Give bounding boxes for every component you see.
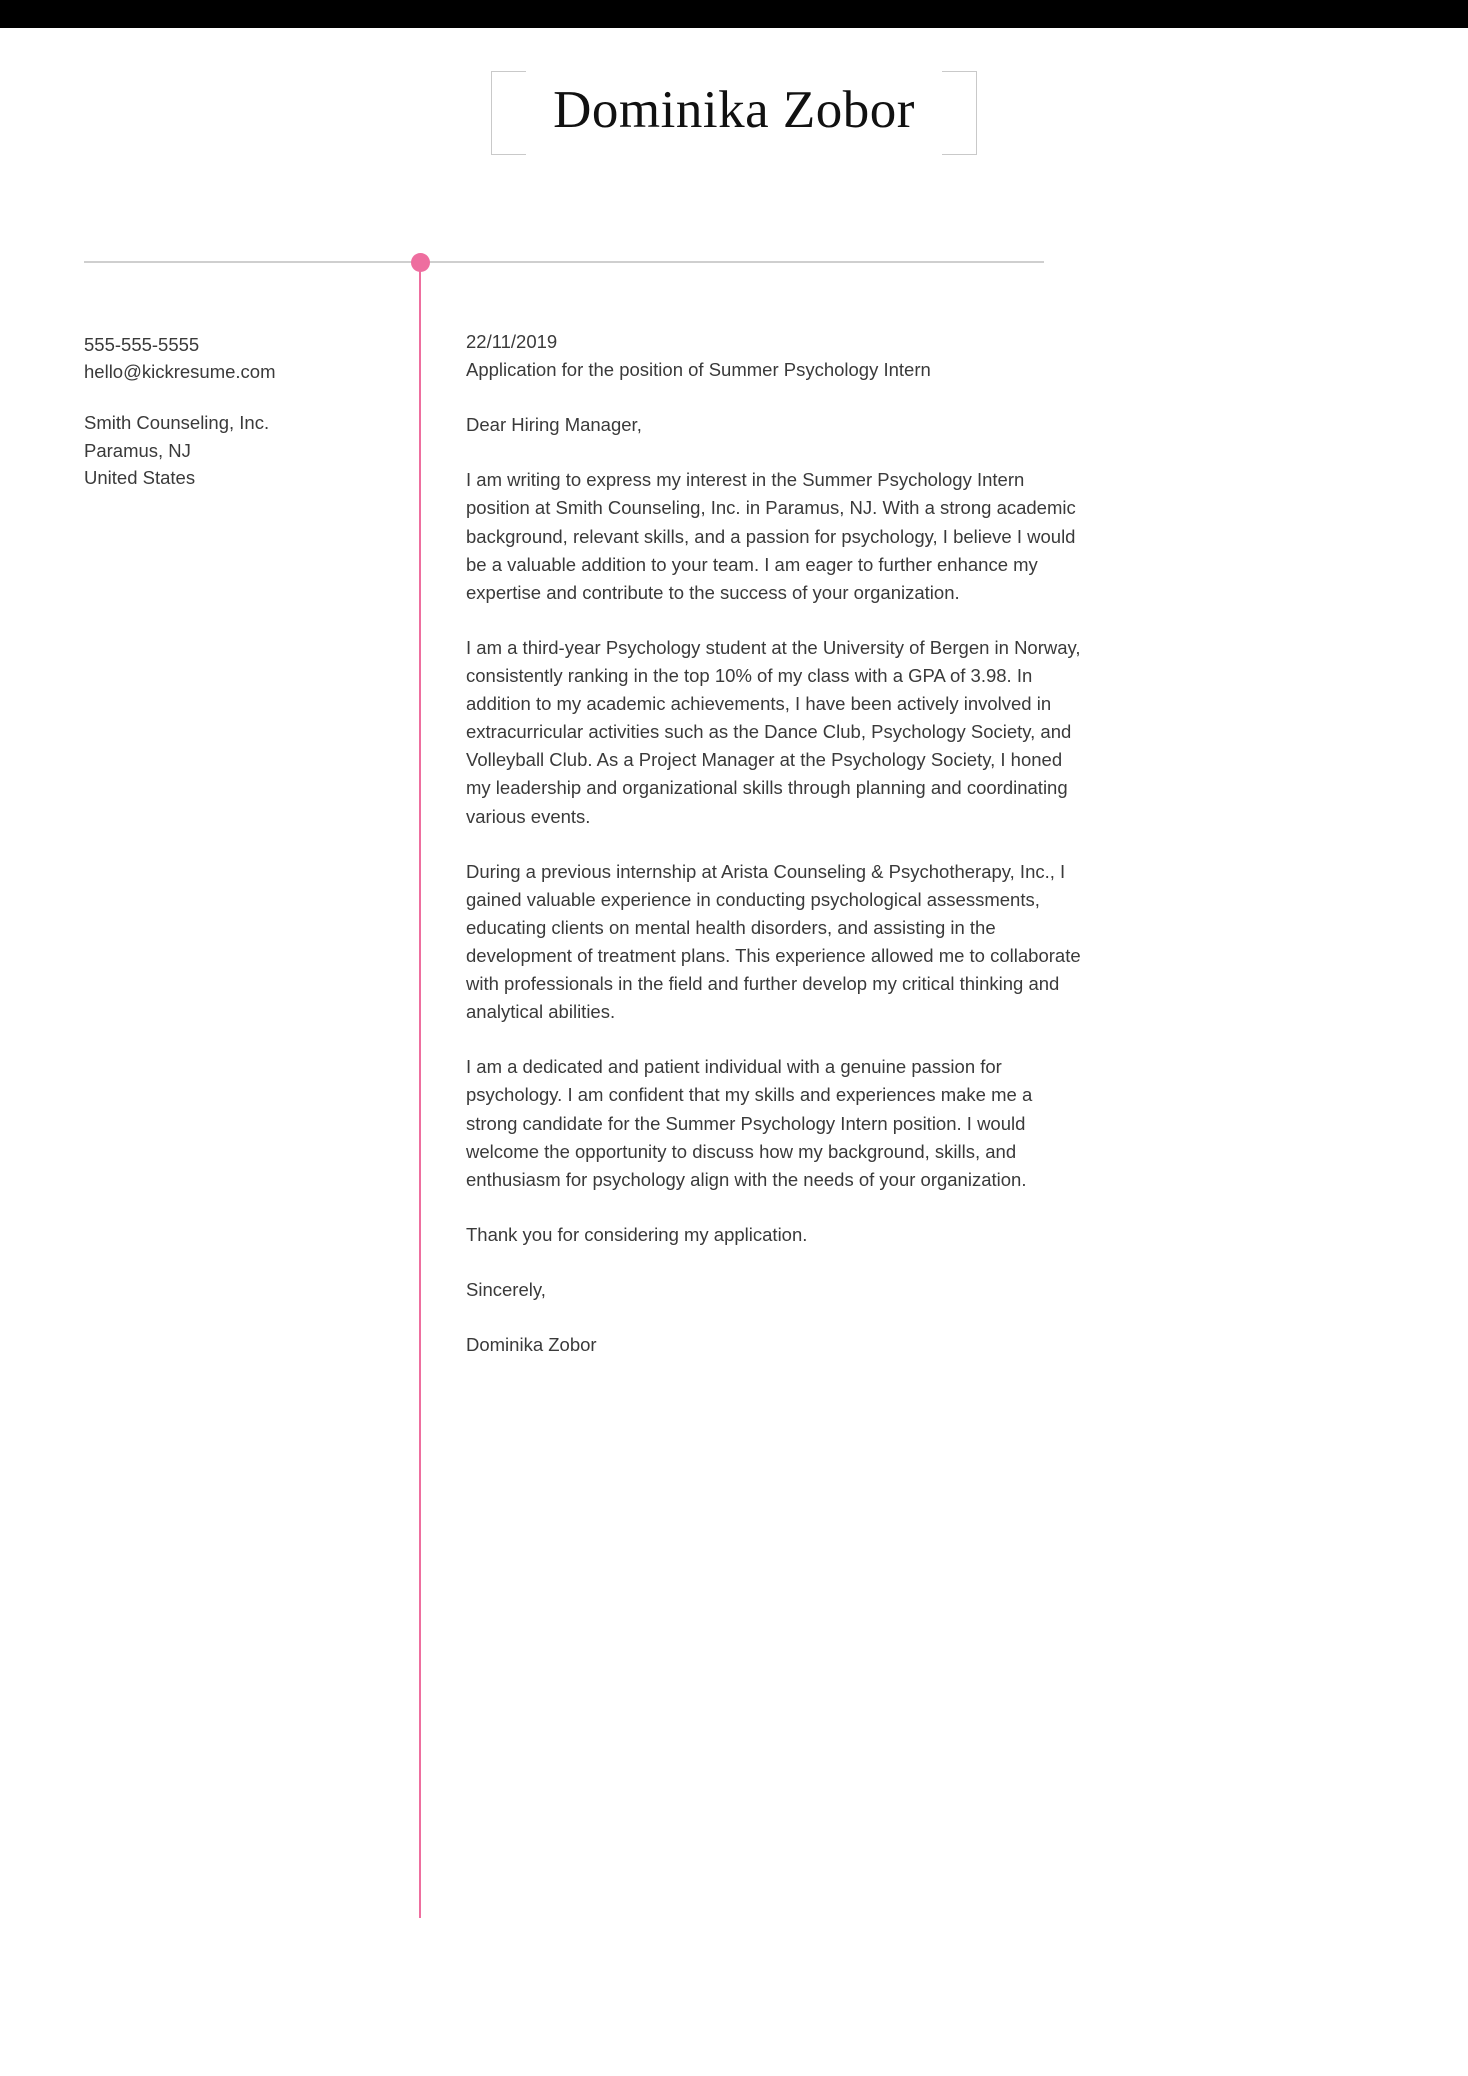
letter-signature: Dominika Zobor: [466, 1334, 597, 1356]
bracket-right-decoration: [942, 71, 977, 155]
contact-phone: 555-555-5555: [84, 334, 200, 355]
applicant-name: Dominika Zobor: [553, 80, 915, 139]
recipient-country: United States: [84, 466, 196, 488]
sidebar-contact-column: [84, 331, 374, 491]
letter-salutation: Dear Hiring Manager,: [466, 414, 642, 436]
contact-block: [84, 331, 374, 385]
contact-email: hello@kickresume.com: [84, 361, 276, 383]
letter-paragraphs: [466, 466, 1086, 1249]
accent-vertical-line: [419, 270, 421, 1918]
letter-date: 22/11/2019: [466, 331, 558, 352]
recipient-company: Smith Counseling, Inc.: [84, 412, 270, 434]
letter-body-column: [466, 328, 1086, 1359]
header-divider-rule: [84, 261, 1044, 263]
letter-paragraph: I am a third-year Psychology student at the University of Bergen in Norway, consistently ranking in the top 10% of my class with a GPA of 3.98. In addition to my academic achievements, I have been actively involved in extracurricular activities such as the Dance Club, Psychology Society, and Volleyball Club. As a Project Manager at the Psychology Society, I honed my leadership and organizational skills through planning and coordinating various events.: [466, 636, 1081, 827]
letter-subject: Application for the position of Summer Psychology Intern: [466, 359, 931, 381]
letter-paragraph: Thank you for considering my application.: [466, 1223, 808, 1245]
letter-paragraph: I am a dedicated and patient individual with a genuine passion for psychology. I am confident that my skills and experiences make me a strong candidate for the Summer Psychology Intern position. I would welcome the opportunity to discuss how my background, skills, and enthusiasm for psychology align with the needs of your organization.: [466, 1056, 1033, 1190]
recipient-city-state: Paramus, NJ: [84, 439, 191, 461]
letter-header: [0, 28, 1468, 198]
letter-meta-block: [466, 328, 1086, 384]
name-with-brackets: [491, 80, 977, 147]
letter-closing: Sincerely,: [466, 1278, 546, 1300]
recipient-address-block: [84, 409, 374, 491]
letter-paragraph: During a previous internship at Arista Counseling & Psychotherapy, Inc., I gained valuable experience in conducting psychological assessments, educating clients on mental health disorders, and assisting in the development of treatment plans. This experience allowed me to collaborate with professionals in the field and further develop my critical thinking and analytical abilities.: [466, 860, 1081, 1023]
letter-paragraph: I am writing to express my interest in the Summer Psychology Intern position at Smith Counseling, Inc. in Paramus, NJ. With a strong academic background, relevant skills, and a passion for psychology, I believe I would be a valuable addition to your team. I am eager to further enhance my expertise and contribute to the success of your organization.: [466, 469, 1076, 603]
bracket-left-decoration: [491, 71, 526, 155]
top-black-bar: [0, 0, 1468, 28]
